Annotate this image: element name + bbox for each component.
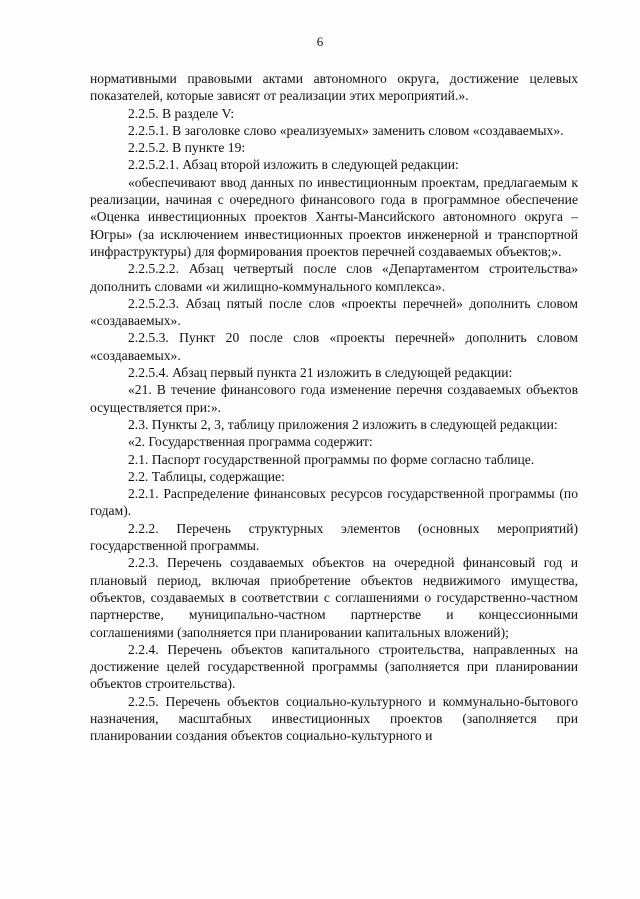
paragraph: 2.2.3. Перечень создаваемых объектов на очередной финансовый год и плановый период, включая приобретение объектов недвижимого имущества, объектов, создаваемых в соответствии с соглашениями о государственно-частном партнерстве, муниципально-частном партнерстве и концессионными соглашениями (заполняется при планировании капитальных вложений);	[90, 555, 578, 640]
paragraph: 2.2.5.2.1. Абзац второй изложить в следующей редакции:	[128, 157, 459, 173]
paragraph: 2.2.5.2.3. Абзац пятый после слов «проекты перечней» дополнить словом «создаваемых».	[90, 295, 578, 329]
paragraph: 2.2.5.3. Пункт 20 после слов «проекты перечней» дополнить словом «создаваемых».	[90, 330, 578, 363]
paragraph: 2.2.5.1. В заголовке слово «реализуемых» заменить словом «создаваемых».	[128, 122, 564, 138]
paragraph: нормативными правовыми актами автономного округа, достижение целевых показателей, которые зависят от реализации этих мероприятий.».	[90, 71, 578, 104]
paragraph: 2.2.2. Перечень структурных элементов (основных мероприятий) государственной программы.	[90, 520, 578, 554]
paragraph: 2.2.4. Перечень объектов капитального строительства, направленных на достижение целей государственной программы (заполняется при планировании объектов строительства).	[90, 641, 578, 692]
paragraph: «обеспечивают ввод данных по инвестиционным проектам, предлагаемым к реализации, начиная с очередного финансового года в программное обеспечение «Оценка инвестиционных проектов Ханты-Мансийского автономного округа – Югры» (за исключением инвестиционных проектов инженерной и транспортной инфраструктуры) для формирования проектов перечней создаваемых объектов;».	[90, 174, 578, 259]
paragraph: «21. В течение финансового года изменение перечня создаваемых объектов осуществляется при:».	[90, 382, 578, 415]
paragraph: 2.2.5. Перечень объектов социально-культурного и коммунально-бытового назначения, масштабных инвестиционных проектов (заполняется при планировании создания объектов социально-культурного и	[90, 693, 578, 744]
paragraph: 2.2.5. В разделе V:	[128, 105, 235, 121]
document-body	[90, 70, 578, 745]
paragraph: 2.2.1. Распределение финансовых ресурсов государственной программы (по годам).	[90, 486, 578, 519]
paragraph: 2.2.5.2.2. Абзац четвертый после слов «Департаментом строительства» дополнить словами «и жилищно-коммунального комплекса».	[90, 261, 578, 294]
page-number: 6	[316, 34, 324, 49]
paragraph: 2.2. Таблицы, содержащие:	[128, 468, 285, 484]
paragraph: 2.3. Пункты 2, 3, таблицу приложения 2 изложить в следующей редакции:	[128, 416, 558, 432]
paragraph: «2. Государственная программа содержит:	[128, 434, 373, 450]
paragraph: 2.1. Паспорт государственной программы по форме согласно таблице.	[128, 451, 535, 467]
paragraph: 2.2.5.2. В пункте 19:	[128, 140, 246, 156]
paragraph: 2.2.5.4. Абзац первый пункта 21 изложить в следующей редакции:	[128, 365, 513, 381]
